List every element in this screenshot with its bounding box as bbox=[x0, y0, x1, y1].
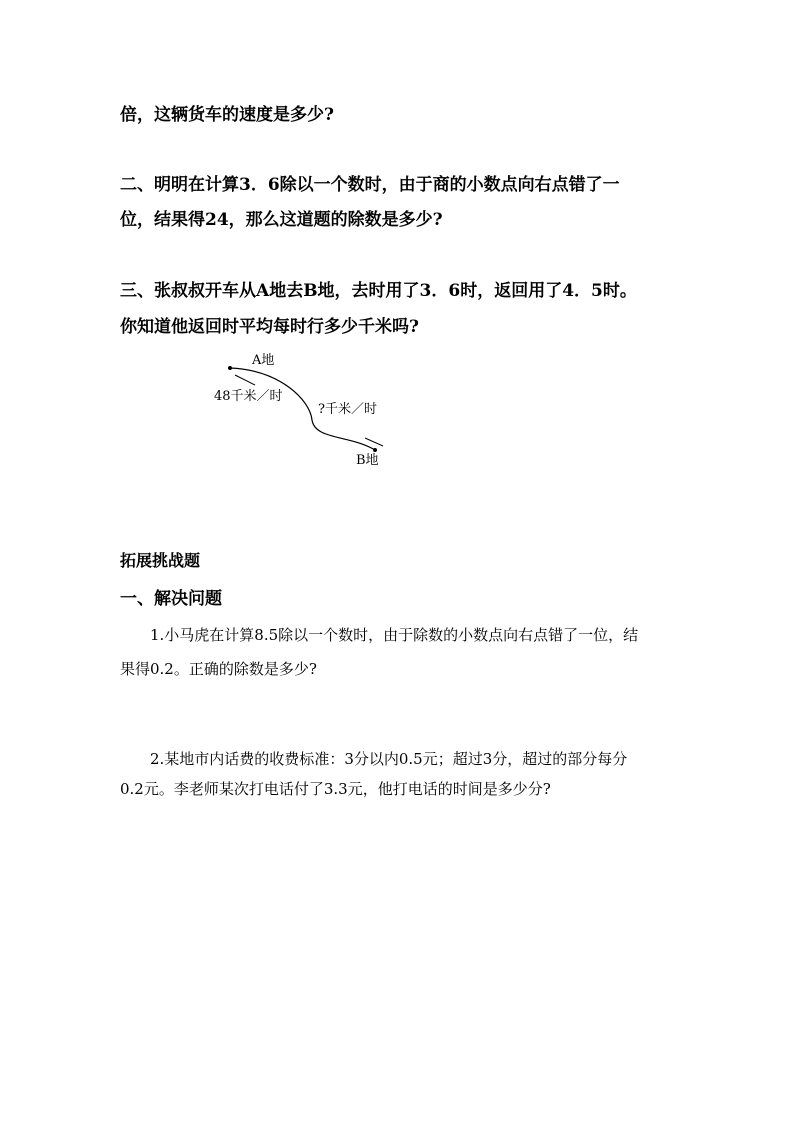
section-title: 拓展挑战题 bbox=[120, 551, 201, 570]
point-b-dot bbox=[373, 448, 377, 452]
point-a-dot bbox=[228, 366, 232, 370]
problem-2-line-1: 2.某地市内话费的收费标准：3分以内0.5元；超过3分，超过的部分每分 bbox=[150, 750, 628, 768]
label-b: B地 bbox=[356, 453, 379, 468]
speed-go-label: 48千米／时 bbox=[214, 389, 283, 404]
route-diagram bbox=[200, 340, 440, 480]
arrow-go bbox=[235, 375, 255, 385]
question-3-line-1: 三、张叔叔开车从A地去B地，去时用了3．6时，返回用了4．5时。 bbox=[120, 281, 637, 301]
problem-1-line-1: 1.小马虎在计算8.5除以一个数时，由于除数的小数点向右点错了一位，结 bbox=[150, 626, 639, 644]
speed-back-label: ?千米／时 bbox=[318, 402, 377, 417]
question-2-line-1: 二、明明在计算3．6除以一个数时，由于商的小数点向右点错了一 bbox=[120, 175, 620, 195]
label-a: A地 bbox=[252, 353, 275, 368]
question-3-line-2: 你知道他返回时平均每时行多少千米吗? bbox=[120, 317, 419, 337]
subsection-title: 一、解决问题 bbox=[120, 589, 222, 609]
arrow-back bbox=[365, 438, 383, 446]
problem-2-line-2: 0.2元。李老师某次打电话付了3.3元，他打电话的时间是多少分? bbox=[120, 780, 551, 798]
problem-1-line-2: 果得0.2。正确的除数是多少? bbox=[120, 660, 317, 678]
text-line-1: 倍，这辆货车的速度是多少? bbox=[120, 105, 334, 125]
question-2-line-2: 位，结果得24，那么这道题的除数是多少? bbox=[120, 210, 443, 230]
